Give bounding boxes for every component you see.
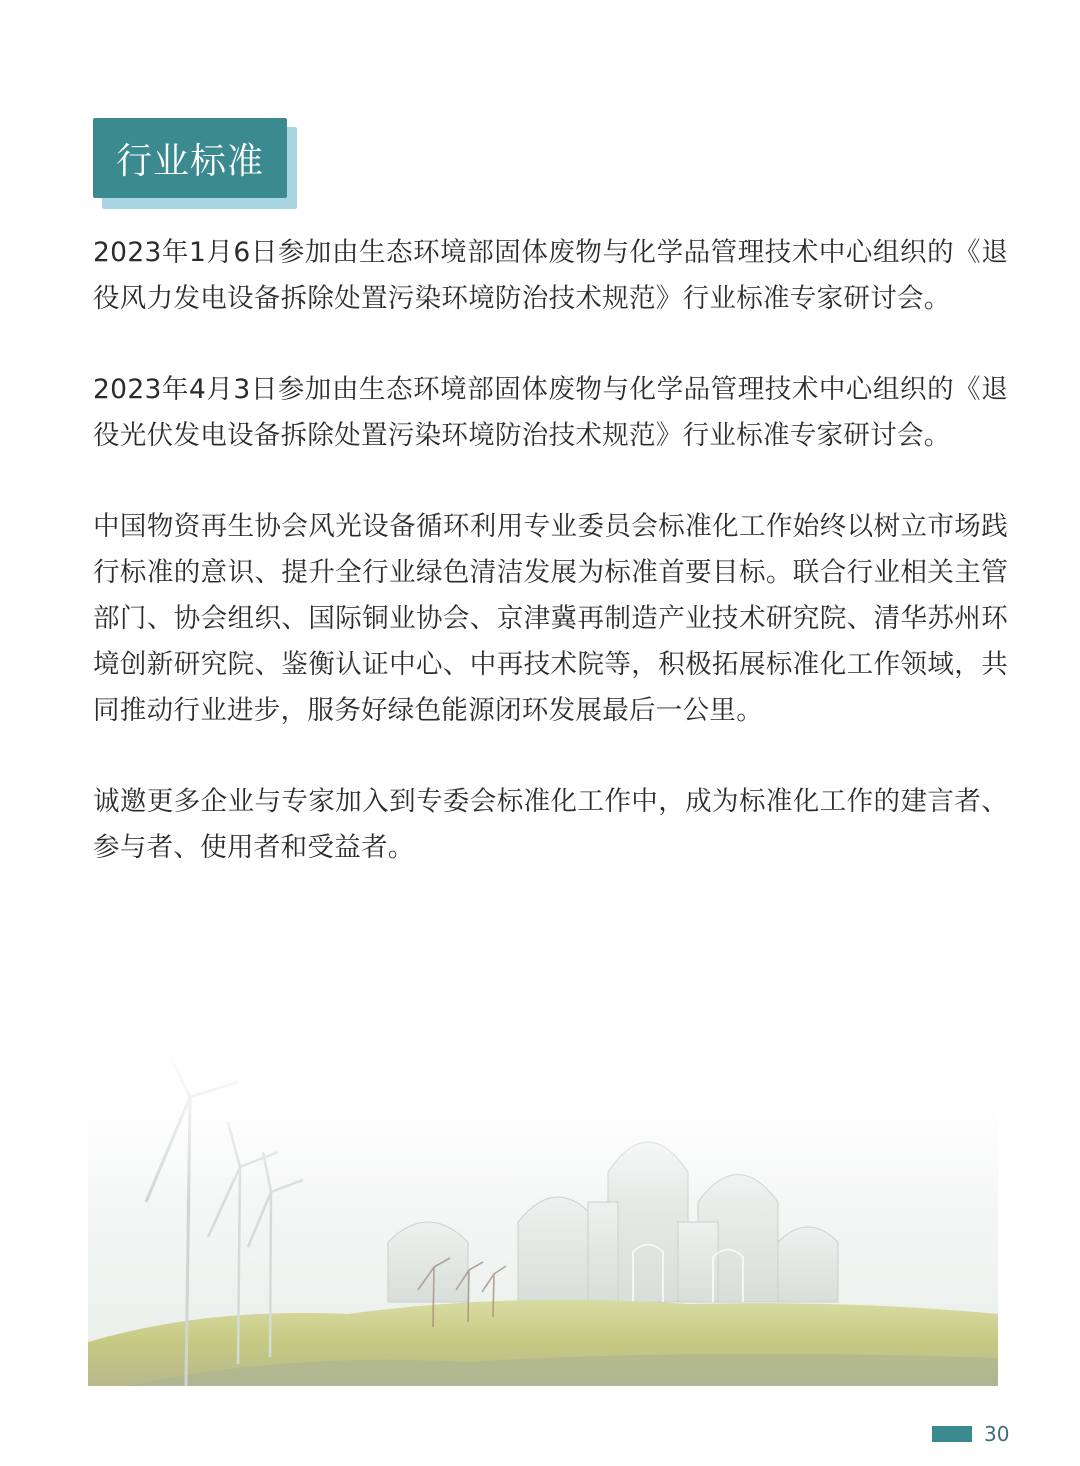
section-title-badge: [93, 118, 299, 210]
body-content: [93, 230, 1008, 916]
paragraph-committee-work: 中国物资再生协会风光设备循环利用专业委员会标准化工作始终以树立市场践行标准的意识、提升全行业绿色清洁发展为标准首要目标。联合行业相关主管部门、协会组织、国际铜业协会、京津冀再制造产业技术研究院、清华苏州环境创新研究院、鉴衡认证中心、中再技术院等，积极拓展标准化工作领域，共同推动行业进步，服务好绿色能源闭环发展最后一公里。: [93, 511, 1008, 726]
page-number: 30: [984, 1422, 1010, 1446]
paragraph-wind-standard: 2023年1月6日参加由生态环境部固体废物与化学品管理技术中心组织的《退役风力发电设备拆除处置污染环境防治技术规范》行业标准专家研讨会。: [93, 237, 1008, 314]
footer-accent-bar: [932, 1426, 972, 1442]
paragraph-invitation: 诚邀更多企业与专家加入到专委会标准化工作中，成为标准化工作的建言者、参与者、使用者和受益者。: [93, 786, 1008, 863]
wind-turbine-landscape-illustration: [88, 1052, 998, 1386]
section-title: 行业标准: [93, 118, 287, 198]
paragraph-pv-standard: 2023年4月3日参加由生态环境部固体废物与化学品管理技术中心组织的《退役光伏发电设备拆除处置污染环境防治技术规范》行业标准专家研讨会。: [93, 374, 1008, 451]
